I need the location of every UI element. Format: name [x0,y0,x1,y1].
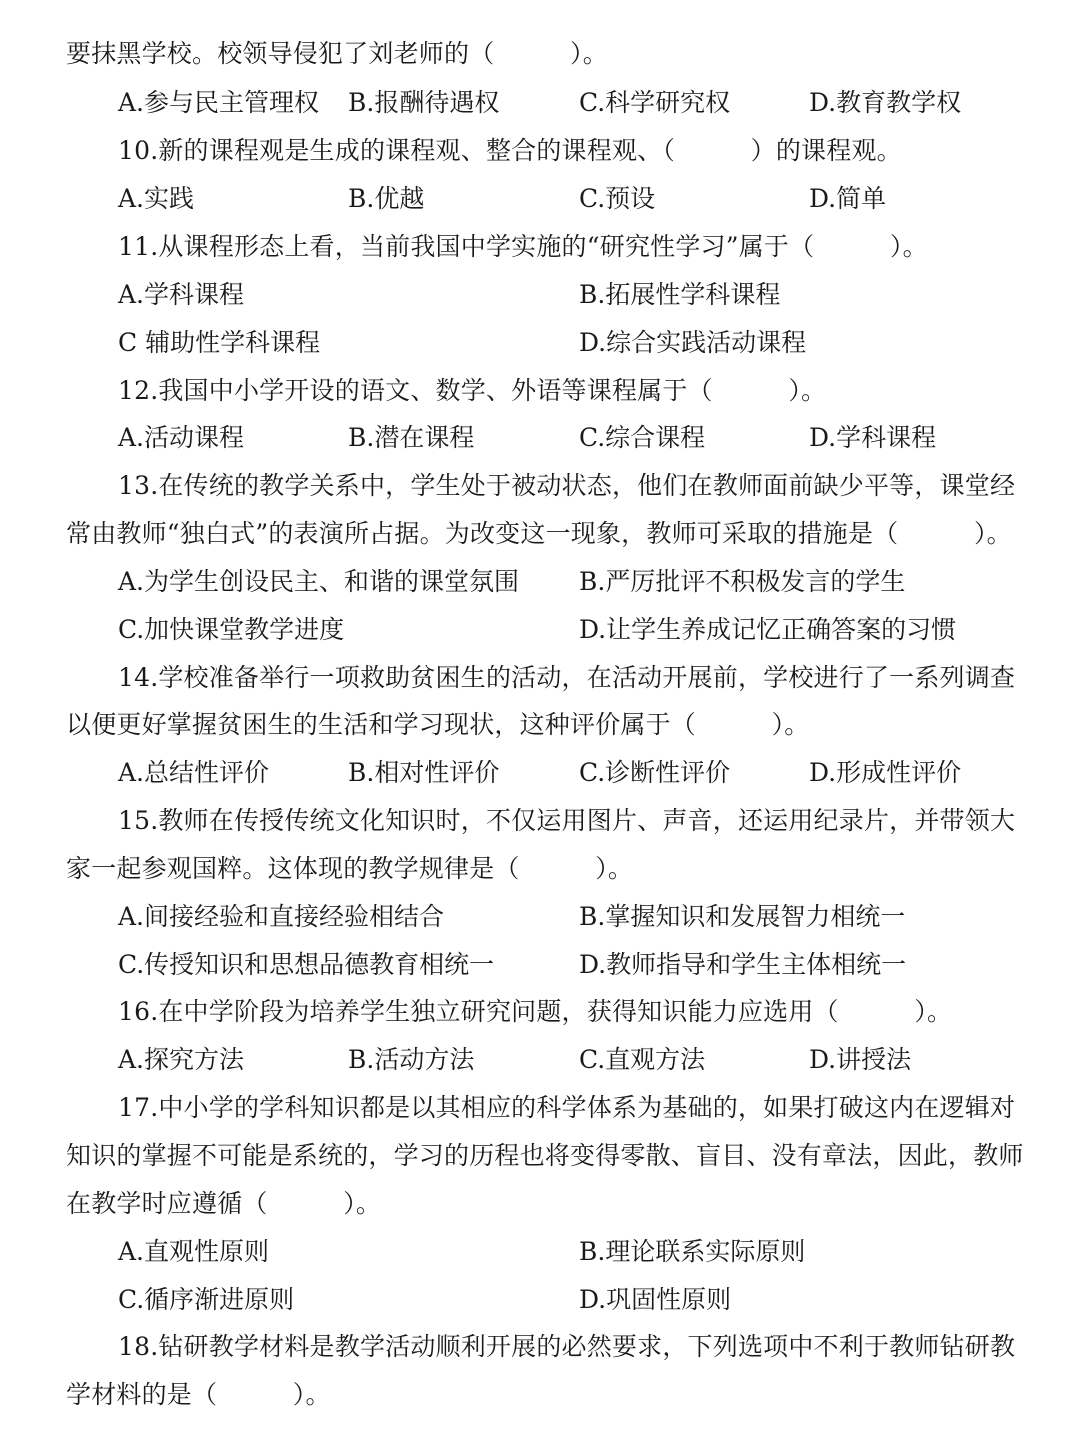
q16-option-d: D.讲授法 [809,1045,912,1074]
q12-option-c: C.综合课程 [579,423,706,452]
question-16: 16.在中学阶段为培养学生独立研究问题，获得知识能力应选用（ ）。 [118,997,953,1026]
question-9-tail: 要抹黑学校。校领导侵犯了刘老师的（ ）。 [66,39,608,68]
question-14-line-2: 以便更好掌握贫困生的生活和学习现状，这种评价属于（ ）。 [66,710,810,739]
q11-option-a: A.学科课程 [118,280,245,309]
question-15-line-1: 15.教师在传授传统文化知识时，不仅运用图片、声音，还运用纪录片，并带领大 [118,806,1016,835]
q11-option-c: C 辅助性学科课程 [118,328,321,357]
q10-option-c: C.预设 [579,184,656,213]
question-11: 11.从课程形态上看，当前我国中学实施的“研究性学习”属于（ ）。 [118,232,928,261]
q15-option-b: B.掌握知识和发展智力相统一 [579,902,906,931]
question-18-line-1: 18.钻研教学材料是教学活动顺利开展的必然要求，下列选项中不利于教师钻研教 [118,1332,1016,1361]
q11-option-d: D.综合实践活动课程 [579,328,807,357]
question-17-line-2: 知识的掌握不可能是系统的，学习的历程也将变得零散、盲目、没有章法，因此，教师 [66,1141,1024,1170]
q10-option-b: B.优越 [348,184,425,213]
question-10: 10.新的课程观是生成的课程观、整合的课程观、（ ）的课程观。 [118,136,902,165]
q16-option-a: A.探究方法 [118,1045,245,1074]
q9-option-d: D.教育教学权 [809,88,962,117]
q14-option-c: C.诊断性评价 [579,758,731,787]
q9-option-a: A.参与民主管理权 [118,88,320,117]
q14-option-b: B.相对性评价 [348,758,500,787]
q13-option-b: B.严厉批评不积极发言的学生 [579,567,906,596]
q13-option-d: D.让学生养成记忆正确答案的习惯 [579,615,957,644]
q13-option-a: A.为学生创设民主、和谐的课堂氛围 [118,567,520,596]
q10-option-d: D.简单 [809,184,887,213]
question-14-line-1: 14.学校准备举行一项救助贫困生的活动，在活动开展前，学校进行了一系列调查 [118,663,1016,692]
q15-option-c: C.传授知识和思想品德教育相统一 [118,950,495,979]
q9-option-b: B.报酬待遇权 [348,88,500,117]
question-13-line-2: 常由教师“独白式”的表演所占据。为改变这一现象，教师可采取的措施是（ ）。 [66,519,1012,548]
question-17-line-1: 17.中小学的学科知识都是以其相应的科学体系为基础的，如果打破这内在逻辑对 [118,1093,1016,1122]
question-13-line-1: 13.在传统的教学关系中，学生处于被动状态，他们在教师面前缺少平等，课堂经 [118,471,1016,500]
q16-option-b: B.活动方法 [348,1045,475,1074]
q12-option-b: B.潜在课程 [348,423,475,452]
q17-option-b: B.理论联系实际原则 [579,1237,806,1266]
q14-option-d: D.形成性评价 [809,758,962,787]
question-12: 12.我国中小学开设的语文、数学、外语等课程属于（ ）。 [118,376,827,405]
q10-option-a: A.实践 [118,184,195,213]
question-18-line-2: 学材料的是（ ）。 [66,1380,331,1409]
q15-option-a: A.间接经验和直接经验相结合 [118,902,445,931]
q12-option-a: A.活动课程 [118,423,245,452]
q17-option-a: A.直观性原则 [118,1237,270,1266]
q17-option-c: C.循序渐进原则 [118,1285,295,1314]
q13-option-c: C.加快课堂教学进度 [118,615,345,644]
question-15-line-2: 家一起参观国粹。这体现的教学规律是（ ）。 [66,854,634,883]
q14-option-a: A.总结性评价 [118,758,270,787]
q16-option-c: C.直观方法 [579,1045,706,1074]
q15-option-d: D.教师指导和学生主体相统一 [579,950,907,979]
q9-option-c: C.科学研究权 [579,88,731,117]
q11-option-b: B.拓展性学科课程 [579,280,781,309]
question-17-line-3: 在教学时应遵循（ ）。 [66,1189,382,1218]
q12-option-d: D.学科课程 [809,423,937,452]
q17-option-d: D.巩固性原则 [579,1285,732,1314]
